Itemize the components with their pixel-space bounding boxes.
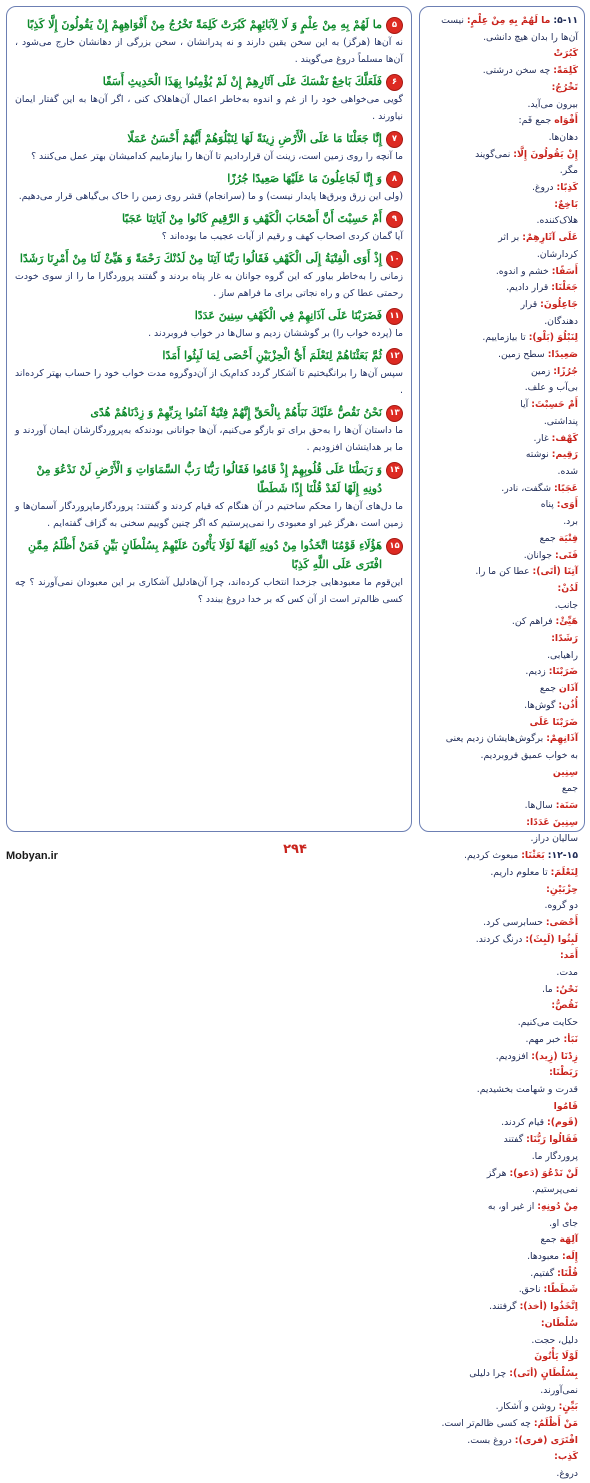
glossary-line bbox=[426, 715, 578, 732]
glossary-meaning: شگفت، نادر. bbox=[501, 482, 554, 494]
glossary-line bbox=[426, 648, 578, 665]
glossary-term: هَيِّئْ: bbox=[555, 616, 578, 628]
page-number: ۲۹۴ bbox=[283, 842, 307, 857]
glossary-line bbox=[426, 514, 578, 531]
verse-arabic-text: هَؤُلَاءِ قَوْمُنَا اتَّخَذُوا مِنْ دُونِهِ آلِهَةً لَوْلَا يَأْتُونَ عَلَيْهِمْ بِسُلْطَانٍ بَيِّنٍ فَمَنْ أَظْلَمُ مِمَّنِ افْتَرَى عَلَى اللَّهِ كَذِبًا bbox=[28, 539, 382, 571]
glossary-term: ضَرَبْنَا عَلَى bbox=[529, 716, 578, 728]
glossary-meaning: دروغ بست. bbox=[467, 1434, 515, 1446]
glossary-meaning: بر اثر bbox=[498, 232, 523, 244]
glossary-term: قَامُوا bbox=[553, 1100, 578, 1112]
glossary-meaning: عطا کن ما را. bbox=[475, 566, 533, 578]
glossary-term: سُلْطَان: bbox=[540, 1317, 578, 1329]
glossary-line bbox=[426, 915, 578, 932]
glossary-meaning: به خواب عمیق فروبردیم. bbox=[480, 749, 578, 761]
glossary-term: افْتَرَى (فرى): bbox=[514, 1434, 578, 1446]
glossary-meaning: نیست bbox=[441, 15, 467, 26]
verse-translation: نه آن‌ها (هرگز) به این سخن یقین دارند و نه پدرانشان ، سخن بزرگی از دهانشان خارج می‌شود ، آن‌ها مسلماً دروغ می‌گویند . bbox=[15, 37, 403, 65]
glossary-meaning: پناه bbox=[540, 499, 557, 511]
glossary-line bbox=[426, 965, 578, 982]
glossary-term: كَلِمَةً: bbox=[553, 65, 578, 77]
glossary-verse-range: ۵-۱۱: bbox=[553, 15, 578, 26]
glossary-line bbox=[426, 598, 578, 615]
glossary-line bbox=[426, 163, 578, 180]
glossary-meaning: قرار bbox=[520, 298, 541, 310]
verse-translation: ما آنچه را روی زمین است، زینت آن قراردادیم تا آن‌ها را بیازماییم کدامیشان بهتر عمل می‌کنند ؟ bbox=[31, 151, 403, 162]
glossary-term: رَقِيم: bbox=[551, 449, 578, 461]
glossary-line bbox=[426, 97, 578, 114]
glossary-meaning: جمع bbox=[561, 783, 578, 795]
glossary-line bbox=[426, 447, 578, 464]
glossary-line bbox=[426, 1316, 578, 1333]
glossary-line bbox=[426, 1182, 578, 1199]
glossary-line bbox=[426, 230, 578, 247]
glossary-meaning: جمع bbox=[539, 532, 559, 544]
glossary-line bbox=[426, 815, 578, 832]
glossary-meaning: جمع bbox=[539, 683, 559, 695]
glossary-term: آذَان bbox=[558, 683, 578, 695]
glossary-meaning: چه کسی ظالم‌تر است. bbox=[441, 1418, 534, 1430]
glossary-meaning: برگوش‌هایشان زدیم یعنی bbox=[445, 733, 547, 745]
glossary-line bbox=[426, 1065, 578, 1082]
glossary-meaning: هرگز bbox=[486, 1167, 510, 1179]
verse-row bbox=[15, 249, 403, 268]
verse-translation: ما داستان آن‌ها را به‌حق برای تو بازگو می‌کنیم، آن‌ها جوانانی بودندکه به‌پروردگارشان ایمان آوردند و ما بر هدایتشان افزودیم . bbox=[15, 425, 403, 453]
glossary-meaning: حکایت می‌کنیم. bbox=[517, 1017, 578, 1029]
glossary-meaning: فراهم کن. bbox=[511, 616, 556, 628]
glossary-term: كَبُرَتْ bbox=[553, 48, 578, 60]
glossary-term: سِنِينَ عَدَدًا: bbox=[526, 816, 578, 828]
glossary-line bbox=[426, 748, 578, 765]
glossary-line bbox=[426, 664, 578, 681]
glossary-term: نَبَأ: bbox=[563, 1033, 578, 1045]
glossary-meaning: قرار دادیم. bbox=[506, 282, 552, 294]
glossary-line bbox=[426, 397, 578, 414]
glossary-line bbox=[426, 765, 578, 782]
glossary-meaning: ناحق. bbox=[518, 1284, 544, 1296]
glossary-term: أَمَد: bbox=[559, 950, 578, 962]
glossary-line bbox=[426, 1099, 578, 1116]
glossary-term: أُذُن: bbox=[558, 699, 578, 711]
glossary-line bbox=[426, 1132, 578, 1149]
verse-number-badge: ۹ bbox=[386, 211, 403, 228]
glossary-meaning: مبعوث کردیم. bbox=[464, 850, 522, 862]
glossary-term: عَجَبًا: bbox=[553, 482, 578, 494]
verse-translation: گویی می‌خواهی خود را از غم و اندوه به‌خاطر اعمال آن‌هاهلاک کنی ، اگر آن‌ها به این گفتار ایمان نیاورند . bbox=[15, 94, 403, 122]
verse-number-badge: ۱۱ bbox=[386, 308, 403, 325]
glossary-line bbox=[426, 1416, 578, 1433]
glossary-line bbox=[426, 1333, 578, 1350]
verse-translation: (ولی این زرق وبرق‌ها پایدار نیست) و ما (سرانجام) قشر روی زمین را خاک بی‌گیاهی قرار می‌دهیم. bbox=[18, 191, 403, 202]
glossary-line bbox=[426, 948, 578, 965]
glossary-line bbox=[426, 982, 578, 999]
glossary-term: أَفْوَاه bbox=[554, 115, 578, 127]
glossary-line bbox=[426, 865, 578, 882]
verse-number-badge: ۷ bbox=[386, 131, 403, 148]
glossary-term: بَعَثْنَا: bbox=[521, 850, 545, 862]
glossary-line bbox=[426, 1049, 578, 1066]
verse-row bbox=[15, 209, 403, 228]
glossary-term: تَخْرُجُ: bbox=[551, 81, 578, 93]
glossary-line bbox=[426, 197, 578, 214]
glossary-term: فَتَى: bbox=[554, 549, 578, 561]
glossary-meaning: سال‌ها. bbox=[524, 800, 556, 812]
glossary-term: جُرُزًا: bbox=[553, 365, 578, 377]
glossary-term: إِنْ يَقُولُونَ إِلَّا: bbox=[513, 148, 578, 160]
verses-panel bbox=[6, 6, 412, 832]
glossary-term: زِدْنَا (زِيد): bbox=[531, 1050, 578, 1062]
glossary-meaning: برد. bbox=[563, 516, 578, 528]
verse-number-badge: ۸ bbox=[386, 171, 403, 188]
glossary-line bbox=[426, 681, 578, 698]
glossary-meaning: آن‌ها را بدان هیچ دانشی. bbox=[483, 31, 578, 43]
verse-number-badge: ۱۳ bbox=[386, 405, 403, 422]
glossary-meaning: کردارشان. bbox=[536, 248, 578, 260]
glossary-term: لَنْ نَدْعُوَ (دَعو): bbox=[509, 1167, 578, 1179]
glossary-meaning: دو گروه. bbox=[544, 900, 578, 912]
glossary-term: بَاخِعٌ: bbox=[554, 198, 578, 210]
glossary-term: حِزْبَيْنِ: bbox=[546, 883, 578, 895]
verse-translation: ما دل‌های آن‌ها را محکم ساختیم در آن هنگام که قیام کردند و گفتند: پروردگارماپروردگار آسمان‌ها و زمین است ،هرگز غیر او معبودی را نمی‌پرستیم که اگر چنین گوییم سخنی به گزاف گفته‌ایم . bbox=[15, 501, 403, 529]
verse-row bbox=[15, 169, 403, 188]
verse-arabic-text: فَلَعَلَّكَ بَاخِعٌ نَفْسَكَ عَلَى آثَارِهِمْ إِنْ لَمْ يُؤْمِنُوا بِهَذَا الْحَدِيثِ أَسَفًا bbox=[102, 75, 382, 88]
glossary-meaning: چه سخن درشتی. bbox=[482, 65, 554, 77]
glossary-line bbox=[426, 347, 578, 364]
glossary-line bbox=[426, 414, 578, 431]
glossary-term: آذَانِهِمْ: bbox=[546, 733, 578, 745]
glossary-term: لِنَبْلُوَ (بَلْو): bbox=[528, 332, 578, 344]
glossary-line bbox=[426, 631, 578, 648]
glossary-term: شَطَطًا: bbox=[543, 1284, 578, 1296]
glossary-meaning: معبودها. bbox=[527, 1251, 562, 1263]
glossary-line bbox=[426, 1266, 578, 1283]
glossary-line bbox=[426, 264, 578, 281]
glossary-meaning: درنگ کردند. bbox=[475, 933, 526, 945]
glossary-meaning: دهندگان. bbox=[544, 315, 578, 327]
glossary-meaning: سطح زمین. bbox=[498, 349, 548, 361]
verse-translation: آیا گمان کردی اصحاب کهف و رقیم از آیات عجیب ما بوده‌اند ؟ bbox=[161, 231, 403, 242]
glossary-meaning: پنداشتی. bbox=[543, 415, 578, 427]
glossary-line bbox=[426, 932, 578, 949]
glossary-line bbox=[426, 1399, 578, 1416]
glossary-line bbox=[426, 1366, 578, 1383]
glossary-meaning: مدت. bbox=[556, 967, 578, 979]
glossary-meaning: گفتیم. bbox=[530, 1267, 558, 1279]
glossary-meaning: جوانان. bbox=[523, 549, 555, 561]
glossary-line bbox=[426, 998, 578, 1015]
glossary-term: صَعِيدًا: bbox=[547, 349, 578, 361]
glossary-line bbox=[426, 581, 578, 598]
glossary-meaning: جای او. bbox=[549, 1217, 578, 1229]
glossary-meaning: سالیان دراز. bbox=[530, 833, 578, 845]
glossary-meaning: از غیر او، به bbox=[487, 1200, 538, 1212]
glossary-term: نَقُصُّ: bbox=[551, 1000, 578, 1012]
glossary-term: أَمْ حَسِبْتَ: bbox=[531, 399, 578, 411]
glossary-line bbox=[426, 1466, 578, 1483]
glossary-meaning: جانب. bbox=[554, 599, 578, 611]
glossary-term: لِنَعْلَمَ: bbox=[550, 866, 578, 878]
glossary-term: آلِهَة bbox=[559, 1234, 578, 1246]
glossary-line bbox=[426, 1383, 578, 1400]
glossary-line bbox=[426, 147, 578, 164]
glossary-term: أَحْصَى: bbox=[545, 916, 578, 928]
glossary-meaning: مگر. bbox=[559, 165, 578, 177]
glossary-term: كَهْف: bbox=[551, 432, 578, 444]
glossary-line bbox=[426, 180, 578, 197]
glossary-line bbox=[426, 280, 578, 297]
glossary-line bbox=[426, 614, 578, 631]
glossary-line bbox=[426, 431, 578, 448]
glossary-line bbox=[426, 30, 578, 47]
glossary-meaning: بیرون می‌آید. bbox=[527, 98, 578, 110]
glossary-meaning: حسابرسی کرد. bbox=[483, 916, 546, 928]
glossary-line bbox=[426, 898, 578, 915]
glossary-meaning: خشم و اندوه. bbox=[495, 265, 552, 277]
glossary-meaning: قیام کردند. bbox=[501, 1117, 548, 1129]
glossary-meaning: شده. bbox=[557, 465, 578, 477]
glossary-term: فِتْيَة bbox=[558, 532, 578, 544]
verse-arabic-text: ثُمَّ بَعَثْنَاهُمْ لِنَعْلَمَ أَيُّ الْحِزْبَيْنِ أَحْصَى لِمَا لَبِثُوا أَمَدًا bbox=[162, 349, 382, 362]
glossary-line bbox=[426, 297, 578, 314]
glossary-meaning: نمی‌پرستیم. bbox=[532, 1184, 578, 1196]
glossary-line bbox=[426, 1249, 578, 1266]
glossary-line bbox=[426, 698, 578, 715]
glossary-line bbox=[426, 882, 578, 899]
glossary-line bbox=[426, 130, 578, 147]
glossary-line bbox=[426, 781, 578, 798]
verse-number-badge: ۱۴ bbox=[386, 462, 403, 479]
glossary-line bbox=[426, 798, 578, 815]
glossary-term: بَيِّنٍ: bbox=[558, 1401, 578, 1413]
verse-number-badge: ۱۲ bbox=[386, 348, 403, 365]
verse-row bbox=[15, 72, 403, 91]
glossary-line bbox=[426, 1433, 578, 1450]
glossary-term: لَبِثُوا (لَبِثَ): bbox=[525, 933, 578, 945]
glossary-meaning: دلیل، حجت. bbox=[531, 1334, 578, 1346]
glossary-line bbox=[426, 1115, 578, 1132]
verse-translation: سپس آن‌ها را برانگیختیم تا آشکار گردد کدام‌یک از آن‌دو‌گروه مدت خواب خود را حساب بهتر کرده‌اند . bbox=[15, 368, 403, 396]
watermark: Mobyan.ir bbox=[6, 850, 58, 862]
glossary-meaning: گفتند bbox=[503, 1134, 527, 1146]
glossary-term: رَشَدًا: bbox=[551, 633, 578, 645]
verse-translation: ما (پرده خواب را) بر گوششان زدیم و سال‌ها در خواب فروبردند . bbox=[148, 328, 403, 339]
verse-number-badge: ۶ bbox=[386, 74, 403, 91]
verse-arabic-text: وَ رَبَطْنَا عَلَى قُلُوبِهِمْ إِذْ قَامُوا فَقَالُوا رَبُّنَا رَبُّ السَّمَاوَاتِ وَ الْأَرْضِ لَنْ نَدْعُوَ مِنْ دُونِهِ إِلَهًا لَقَدْ قُلْنَا إِذًا شَطَطًا bbox=[36, 463, 382, 495]
glossary-verse-range: ۱۲-۱۵: bbox=[547, 850, 578, 862]
glossary-term: لَدُنْ: bbox=[557, 582, 578, 594]
glossary-line bbox=[426, 63, 578, 80]
glossary-line bbox=[426, 481, 578, 498]
glossary-meaning: راهیابی. bbox=[547, 649, 578, 661]
verse-number-badge: ۱۵ bbox=[386, 538, 403, 555]
glossary-meaning: نمی‌آورند. bbox=[540, 1384, 578, 1396]
verse-number-badge: ۱۰ bbox=[386, 251, 403, 268]
glossary-panel bbox=[419, 6, 585, 1480]
glossary-term: أَوَى: bbox=[556, 499, 578, 511]
glossary-term: كَذِب: bbox=[554, 1451, 578, 1463]
verse-arabic-text: أَمْ حَسِبْتَ أَنَّ أَصْحَابَ الْكَهْفِ وَ الرَّقِيمِ كَانُوا مِنْ آيَاتِنَا عَجَبًا bbox=[121, 212, 382, 225]
verse-arabic-text: إِذْ أَوَى الْفِتْيَةُ إِلَى الْكَهْفِ فَقَالُوا رَبَّنَا آتِنَا مِنْ لَدُنْكَ رَحْمَةً وَ هَيِّئْ لَنَا مِنْ أَمْرِنَا رَشَدًا bbox=[19, 252, 382, 265]
glossary-line bbox=[426, 1282, 578, 1299]
glossary-term: اِتَّخَذُوا (أخذ): bbox=[519, 1301, 578, 1313]
verse-row bbox=[15, 536, 403, 574]
glossary-term: أَسَفًا: bbox=[551, 265, 578, 277]
glossary-line bbox=[426, 113, 578, 130]
glossary-term: مِنْ دُونِهِ: bbox=[537, 1200, 578, 1212]
glossary-line bbox=[426, 1199, 578, 1216]
glossary-line bbox=[426, 497, 578, 514]
glossary-meaning: افزودیم. bbox=[495, 1050, 532, 1062]
glossary-term: آتِنَا (أتَى): bbox=[532, 566, 578, 578]
glossary-line bbox=[426, 464, 578, 481]
glossary-term: بِسُلْطَانٍ (أتَى): bbox=[509, 1367, 578, 1379]
verse-row bbox=[15, 15, 403, 34]
glossary-line bbox=[426, 1349, 578, 1366]
glossary-meaning: غار. bbox=[533, 432, 552, 444]
glossary-meaning: بی‌آب و علف. bbox=[524, 382, 578, 394]
glossary-term: ضَرَبْنَا: bbox=[548, 666, 578, 678]
glossary-term: مَنْ أَظْلَمُ: bbox=[533, 1418, 578, 1430]
verse-translation: این‌قوم ما معبودهایی جزخدا انتخاب کرده‌اند، چرا آن‌هادلیل آشکاری بر این معبودان نمی‌آورند ؟ چه کسی ظالم‌تر است از آن کس که بر خدا دروغ ببندد ؟ bbox=[15, 577, 403, 605]
verse-row bbox=[15, 403, 403, 422]
glossary-term: سَنَة: bbox=[555, 800, 578, 812]
verse-translation: زمانی را به‌خاطر بیاور که این گروه جوانان به غار پناه بردند و گفتند پروردگارا ما را از سوی خودت رحمتی عطا کن و راه نجاتی برای ما فراهم ساز . bbox=[15, 271, 403, 299]
verse-arabic-text: إِنَّا جَعَلْنَا مَا عَلَى الْأَرْضِ زِينَةً لَهَا لِنَبْلُوَهُمْ أَيُّهُمْ أَحْسَنُ عَمَلًا bbox=[127, 132, 382, 145]
glossary-term: جَعَلْنَا: bbox=[551, 282, 578, 294]
glossary-line bbox=[426, 731, 578, 748]
glossary-line bbox=[426, 213, 578, 230]
verse-arabic-text: نَحْنُ نَقُصُّ عَلَيْكَ نَبَأَهُمْ بِالْحَقِّ إِنَّهُمْ فِتْيَةٌ آمَنُوا بِرَبِّهِمْ وَ زِدْنَاهُمْ هُدًى bbox=[90, 406, 382, 419]
verse-row bbox=[15, 460, 403, 498]
glossary-term: عَلَى آثَارِهِمْ: bbox=[522, 232, 578, 244]
glossary-line bbox=[426, 1299, 578, 1316]
glossary-meaning: قدرت و شهامت بخشیدیم. bbox=[476, 1084, 578, 1095]
glossary-term: فَقَالُوا رَبُّنَا: bbox=[526, 1134, 578, 1146]
glossary-meaning: خبر مهم. bbox=[525, 1033, 564, 1045]
glossary-meaning: هلاک‌کننده. bbox=[536, 215, 578, 227]
glossary-line bbox=[426, 314, 578, 331]
verse-arabic-text: وَ إِنَّا لَجَاعِلُونَ مَا عَلَيْهَا صَعِيدًا جُرُزًا bbox=[227, 172, 382, 185]
glossary-line bbox=[426, 1149, 578, 1166]
verse-arabic-text: فَضَرَبْنَا عَلَى آذَانِهِمْ فِي الْكَهْفِ سِنِينَ عَدَدًا bbox=[194, 309, 382, 322]
verse-row bbox=[15, 129, 403, 148]
glossary-line bbox=[426, 80, 578, 97]
glossary-term: (قَوم): bbox=[547, 1117, 578, 1129]
glossary-meaning: تا معلوم داریم. bbox=[490, 866, 551, 878]
verse-number-badge: ۵ bbox=[386, 17, 403, 34]
glossary-term: قُلْنَا: bbox=[557, 1267, 578, 1279]
glossary-term: لَوْلَا يَأْتُونَ bbox=[534, 1351, 578, 1363]
glossary-line bbox=[426, 1015, 578, 1032]
glossary-line bbox=[426, 1032, 578, 1049]
glossary-meaning: زدیم. bbox=[525, 666, 549, 678]
glossary-line bbox=[426, 13, 578, 30]
glossary-line bbox=[426, 364, 578, 381]
glossary-line bbox=[426, 380, 578, 397]
verse-arabic-text: ما لَهُمْ بِهِ مِنْ عِلْمٍ وَ لَا لِآبَائِهِمْ كَبُرَتْ كَلِمَةً تَخْرُجُ مِنْ أَفْوَاهِهِمْ إِنْ يَقُولُونَ إِلَّا كَذِبًا bbox=[26, 18, 382, 31]
glossary-meaning: نمی‌گویند bbox=[475, 148, 514, 160]
glossary-meaning: جمع فَم: bbox=[518, 115, 555, 127]
glossary-term: كَذِبًا: bbox=[556, 182, 578, 194]
glossary-meaning: جمع bbox=[540, 1234, 560, 1246]
glossary-term: إِلَه: bbox=[561, 1251, 578, 1263]
glossary-line bbox=[426, 531, 578, 548]
glossary-meaning: نوشته bbox=[525, 449, 552, 461]
glossary-line bbox=[426, 247, 578, 264]
glossary-meaning: گوش‌ها. bbox=[524, 699, 559, 711]
glossary-meaning: ما. bbox=[541, 983, 556, 995]
verse-row bbox=[15, 306, 403, 325]
glossary-meaning: دروغ. bbox=[531, 182, 557, 194]
glossary-term: ما لَهُمْ بِهِ مِنْ عِلْمٍ: bbox=[466, 15, 551, 26]
glossary-line bbox=[426, 330, 578, 347]
glossary-meaning: دهان‌ها. bbox=[548, 131, 578, 143]
glossary-term: نَحْنُ: bbox=[555, 983, 578, 995]
glossary-meaning: آیا bbox=[520, 399, 532, 411]
glossary-meaning: روشن و آشکار. bbox=[495, 1401, 559, 1413]
glossary-term: رَبَطْنَا: bbox=[549, 1067, 578, 1079]
glossary-meaning: پروردگار ما. bbox=[531, 1150, 578, 1162]
glossary-meaning: چرا دلیلی bbox=[469, 1367, 510, 1379]
glossary-meaning: زمین bbox=[530, 365, 554, 377]
glossary-line bbox=[426, 1166, 578, 1183]
glossary-line bbox=[426, 1449, 578, 1466]
verse-row bbox=[15, 346, 403, 365]
glossary-line bbox=[426, 1216, 578, 1233]
glossary-line bbox=[426, 46, 578, 63]
glossary-term: جَاعِلُونَ: bbox=[540, 298, 578, 310]
glossary-meaning: گرفتند. bbox=[489, 1301, 520, 1313]
glossary-line bbox=[426, 1232, 578, 1249]
glossary-line bbox=[426, 548, 578, 565]
glossary-meaning: تا بیازماییم. bbox=[482, 332, 529, 344]
glossary-line bbox=[426, 1082, 578, 1099]
glossary-line bbox=[426, 564, 578, 581]
glossary-term: سِنِين bbox=[552, 766, 578, 778]
glossary-meaning: دروغ. bbox=[556, 1468, 578, 1480]
